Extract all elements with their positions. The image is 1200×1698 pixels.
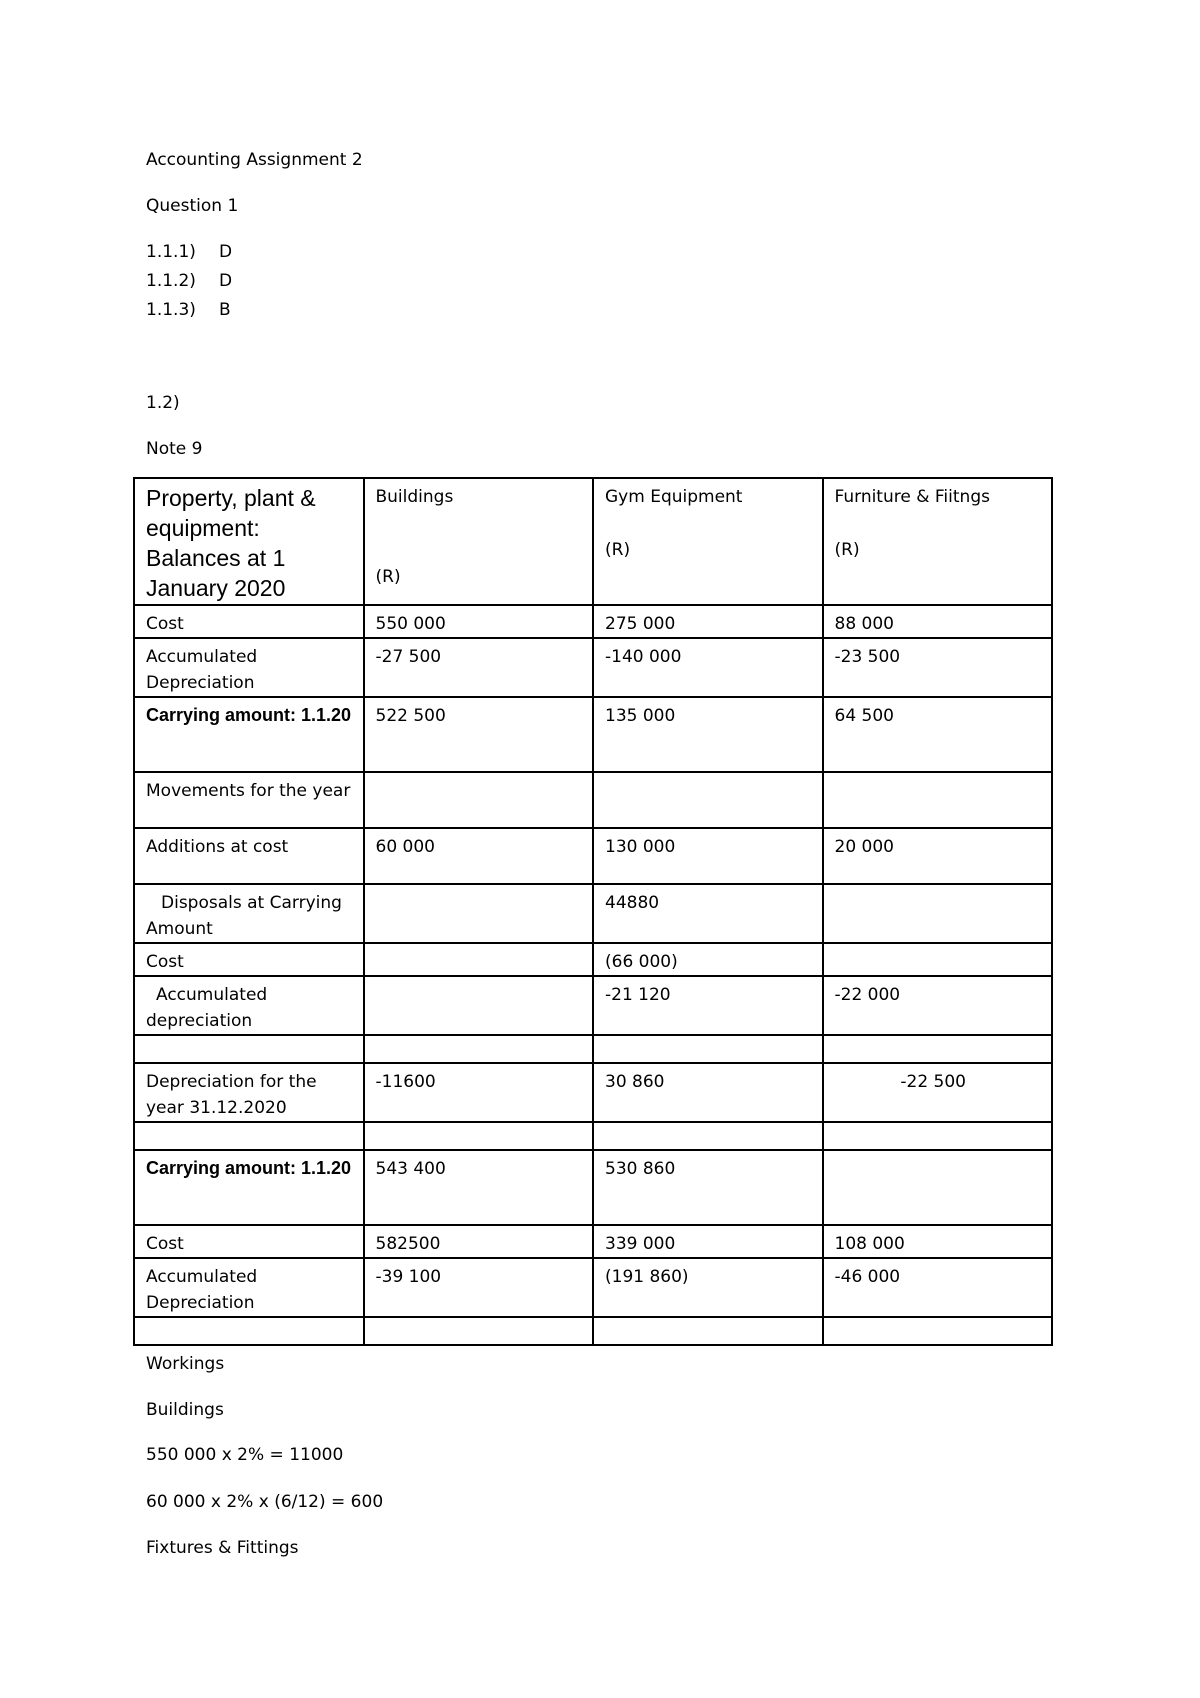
table-row [134, 1258, 1052, 1317]
table-cell: -21 120 [593, 976, 823, 1035]
table-cell: 20 000 [823, 828, 1053, 884]
table-cell: 543 400 [364, 1150, 594, 1225]
table-row [134, 697, 1052, 772]
answer-number: 1.1.1) [146, 242, 196, 262]
table-cell [364, 976, 594, 1035]
table-cell [823, 884, 1053, 943]
table-cell: 550 000 [364, 605, 594, 638]
table-row [134, 943, 1052, 976]
row-label: Depreciation for the year 31.12.2020 [134, 1063, 364, 1122]
table-row [134, 1063, 1052, 1122]
table-cell: 64 500 [823, 697, 1053, 772]
table-cell [364, 943, 594, 976]
workings-subheading: Fixtures & Fittings [146, 1538, 299, 1558]
ppe-table [133, 477, 1053, 1346]
table-cell: -22 000 [823, 976, 1053, 1035]
row-label: Accumulated Depreciation [134, 638, 364, 697]
table-cell: 275 000 [593, 605, 823, 638]
table-row [134, 772, 1052, 828]
table-row [134, 976, 1052, 1035]
workings-calculation: 550 000 x 2% = 11000 [146, 1445, 344, 1465]
table-header-row [134, 478, 1052, 605]
table-header-cell: Buildings (R) [364, 478, 594, 605]
table-cell [823, 943, 1053, 976]
table-cell: 339 000 [593, 1225, 823, 1258]
table-cell [364, 884, 594, 943]
section-heading: 1.2) [146, 393, 180, 413]
note-heading: Note 9 [146, 439, 203, 459]
workings-heading: Workings [146, 1354, 225, 1374]
answer-value: B [219, 300, 231, 320]
table-cell: -140 000 [593, 638, 823, 697]
table-row-empty [134, 1035, 1052, 1063]
table-row [134, 605, 1052, 638]
table-cell: -27 500 [364, 638, 594, 697]
answer-value: D [219, 242, 233, 262]
table-header-cell: Property, plant & equipment: Balances at 1 January 2020 [134, 478, 364, 605]
table-cell: 130 000 [593, 828, 823, 884]
table-row [134, 1225, 1052, 1258]
table-cell: 30 860 [593, 1063, 823, 1122]
table-row-empty [134, 1317, 1052, 1345]
table-cell: -23 500 [823, 638, 1053, 697]
document-title: Accounting Assignment 2 [146, 150, 363, 170]
answer-item [146, 270, 196, 292]
row-label: Cost [134, 605, 364, 638]
row-label: Cost [134, 943, 364, 976]
table-cell: (66 000) [593, 943, 823, 976]
table-cell [823, 1150, 1053, 1225]
table-cell: 60 000 [364, 828, 594, 884]
table-cell: 88 000 [823, 605, 1053, 638]
table-cell: 44880 [593, 884, 823, 943]
answer-number: 1.1.2) [146, 271, 196, 291]
row-label: Accumulated depreciation [134, 976, 364, 1035]
answer-item [146, 299, 196, 321]
workings-subheading: Buildings [146, 1400, 224, 1420]
table-cell: -11600 [364, 1063, 594, 1122]
row-label: Carrying amount: 1.1.20 [134, 697, 364, 772]
table-cell: -39 100 [364, 1258, 594, 1317]
question-heading: Question 1 [146, 196, 239, 216]
table-cell: -46 000 [823, 1258, 1053, 1317]
table-row [134, 638, 1052, 697]
table-cell: 108 000 [823, 1225, 1053, 1258]
table-cell: (191 860) [593, 1258, 823, 1317]
row-label: Accumulated Depreciation [134, 1258, 364, 1317]
table-row [134, 884, 1052, 943]
workings-calculation: 60 000 x 2% x (6/12) = 600 [146, 1492, 384, 1512]
table-header-cell: Furniture & Fiitngs (R) [823, 478, 1053, 605]
table-cell: 582500 [364, 1225, 594, 1258]
table-header-cell: Gym Equipment (R) [593, 478, 823, 605]
row-label: Cost [134, 1225, 364, 1258]
table-cell: 530 860 [593, 1150, 823, 1225]
table-row [134, 828, 1052, 884]
table-cell: -22 500 [823, 1063, 1053, 1122]
answer-number: 1.1.3) [146, 300, 196, 320]
answer-item [146, 241, 196, 263]
table-cell [823, 772, 1053, 828]
table-row [134, 1150, 1052, 1225]
table-row-empty [134, 1122, 1052, 1150]
row-label: Additions at cost [134, 828, 364, 884]
table-cell [364, 772, 594, 828]
row-label: Movements for the year [134, 772, 364, 828]
table-cell: 135 000 [593, 697, 823, 772]
table-cell [593, 772, 823, 828]
row-label: Disposals at Carrying Amount [134, 884, 364, 943]
row-label: Carrying amount: 1.1.20 [134, 1150, 364, 1225]
table-cell: 522 500 [364, 697, 594, 772]
answer-value: D [219, 271, 233, 291]
